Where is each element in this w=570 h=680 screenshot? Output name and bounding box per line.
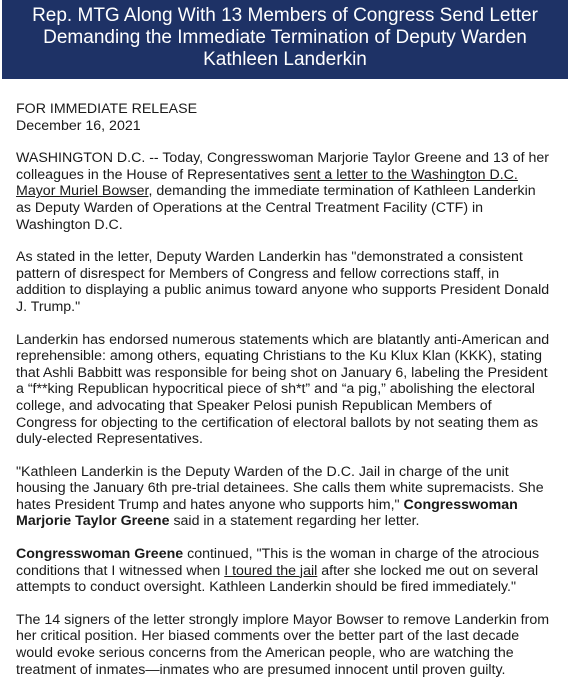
press-release-body	[0, 101, 570, 678]
paragraph-intro	[16, 150, 552, 233]
paragraph-intro-text: WASHINGTON D.C. -- Today, Congresswoman Marjorie Taylor Greene and 13 of her colleagues in the House of Representatives	[16, 150, 550, 183]
greene-quote-text: "Kathleen Landerkin is the Deputy Warden of the D.C. Jail in charge of the unit housing the January 6th pre-trial detainees. She calls them white supremacists. She hates President Trump and hates anyone who supports him,"	[16, 463, 544, 513]
greene-short-name-bold: Congresswoman Greene	[16, 546, 184, 563]
paragraph-signers: The 14 signers of the letter strongly implore Mayor Bowser to remove Landerkin from her critical position. Her biased comments over the better part of the last decade would evoke serious concerns from the American people, who are watching the treatment of inmates—inmates who are presumed innocent until proven guilty.	[16, 611, 550, 678]
release-info	[16, 101, 552, 134]
paragraph-statements: Landerkin has endorsed numerous statements which are blatantly anti-American and reprehensible: among others, equating Christians to the Ku Klux Klan (KKK), stating that Ashli Babbitt was responsible for being shot on January 6, labeling the President a “f**king Republican hypocritical piece of sh*t” and “a pig,” abolishing the electoral college, and advocating that Speaker Pelosi punish Republican Members of Congress for objecting to the certification of electoral ballots by not seating them as duly-elected Representatives.	[16, 331, 550, 448]
paragraph-letter-quote: As stated in the letter, Deputy Warden Landerkin has "demonstrated a consistent pattern of disrespect for Members of Congress and fellow corrections staff, in addition to displaying a public animus toward anyone who supports President Donald J. Trump."	[16, 249, 550, 315]
greene-quote-end: said in a statement regarding her letter.	[169, 513, 420, 530]
release-label: FOR IMMEDIATE RELEASE	[16, 101, 198, 117]
press-release-header	[2, 0, 568, 79]
letter-link[interactable]: sent a letter to the Washington D.C. Mayor Muriel Bowser	[16, 166, 518, 200]
toured-jail-link[interactable]: I toured the jail	[224, 562, 318, 579]
paragraph-greene-quote	[16, 464, 552, 530]
continued-text: continued, "This is the woman in charge of the atrocious conditions that I witnessed when	[16, 546, 540, 579]
continued-text-end: after she locked me out on several attempts to conduct oversight. Kathleen Landerkin should be fired immediately."	[16, 562, 539, 596]
press-release-title: Rep. MTG Along With 13 Members of Congress Send Letter Demanding the Immediate Termination of Deputy Warden Kathleen Landerkin	[32, 5, 538, 70]
greene-name-bold: Congresswoman Marjorie Taylor Greene	[16, 496, 518, 530]
paragraph-greene-continued	[16, 546, 552, 596]
paragraph-intro-text-end: , demanding the immediate termination of Kathleen Landerkin as Deputy Warden of Operations at the Central Treatment Facility (CTF) in Washington D.C.	[16, 183, 536, 233]
release-date: December 16, 2021	[16, 117, 141, 134]
